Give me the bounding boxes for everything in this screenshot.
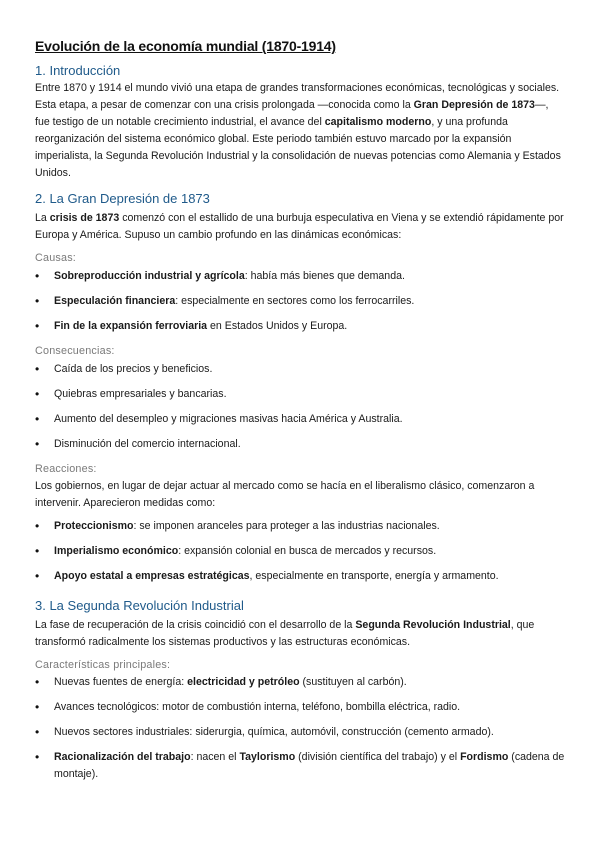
text-run: Avances tecnológicos: motor de combustión interna, teléfono, bombilla eléctrica, radio. (54, 701, 461, 713)
list-reacciones (35, 518, 565, 585)
text-run: , que transformó radicalmente los sistemas productivos y las estructuras económicas. (35, 619, 535, 648)
bold-text: Imperialismo económico (54, 545, 179, 557)
bold-text: capitalismo moderno (324, 116, 432, 128)
list-caracteristicas (35, 674, 565, 783)
list-item (35, 436, 565, 453)
list-consecuencias (35, 361, 565, 453)
text-run: : nacen el (190, 751, 240, 763)
section-heading-introduccion: 1. Introducción (35, 63, 121, 78)
bold-text: crisis de 1873 (49, 212, 120, 224)
text-run: , y una profunda reorganización del sistema económico global. Este periodo también estuvo marcado por la expansión imperialista, la Segunda Revolución Industrial y la consolidación de nuevas potencias como Alemania y Estados Unidos. (35, 116, 561, 179)
text-run: La fase de recuperación de la crisis coincidió con el desarrollo de la (35, 619, 356, 631)
text-run: comenzó con el estallido de una burbuja especulativa en Viena y se extendió rápidamente por Europa y América. Supuso un cambio profundo en las dinámicas económicas: (35, 212, 564, 241)
text-run: Nuevos sectores industriales: siderurgia, química, automóvil, construcción (cemento armado). (54, 726, 494, 738)
list-item (35, 318, 565, 335)
bold-text: Proteccionismo (54, 520, 134, 532)
bold-text: Apoyo estatal a empresas estratégicas (54, 570, 250, 582)
text-run: Caída de los precios y beneficios. (54, 363, 213, 375)
bold-text: Racionalización del trabajo (54, 751, 191, 763)
text-run: Los gobiernos, en lugar de dejar actuar al mercado como se hacía en el liberalismo clásico, comenzaron a intervenir. Aparecieron medidas como: (35, 480, 535, 509)
bold-text: Fin de la expansión ferroviaria (54, 320, 208, 332)
text-run: (sustituyen al carbón). (299, 676, 407, 688)
text-run: : había más bienes que demanda. (244, 270, 405, 282)
bold-text: electricidad y petróleo (187, 676, 300, 688)
list-item (35, 724, 565, 741)
list-item (35, 411, 565, 428)
section-heading-gran-depresion: 2. La Gran Depresión de 1873 (35, 191, 210, 206)
list-item (35, 268, 565, 285)
text-run: en Estados Unidos y Europa. (207, 320, 348, 332)
list-causas (35, 268, 565, 335)
bold-text: Segunda Revolución Industrial (355, 619, 511, 631)
paragraph-segunda-revolucion (35, 617, 565, 651)
bold-text: Taylorismo (239, 751, 296, 763)
list-item (35, 361, 565, 378)
paragraph-reacciones (35, 478, 565, 512)
text-run: (división científica del trabajo) y el (295, 751, 461, 763)
bold-text: Gran Depresión de 1873 (413, 99, 535, 111)
text-run: Entre 1870 y 1914 el mundo vivió una etapa de grandes transformaciones económicas, tecnológicas y sociales. Esta etapa, a pesar de comenzar con una crisis prolongada —conocida como la (35, 82, 560, 111)
text-run: Quiebras empresariales y bancarias. (54, 388, 227, 400)
text-run: Disminución del comercio internacional. (54, 438, 241, 450)
paragraph-gran-depresion (35, 210, 565, 244)
text-run: Nuevas fuentes de energía: (54, 676, 188, 688)
text-run: (cadena de montaje). (54, 751, 565, 780)
list-item (35, 749, 565, 783)
list-item (35, 699, 565, 716)
section-heading-segunda-revolucion: 3. La Segunda Revolución Industrial (35, 598, 244, 613)
list-item (35, 386, 565, 403)
list-item (35, 543, 565, 560)
list-item (35, 568, 565, 585)
text-run: , especialmente en transporte, energía y armamento. (249, 570, 499, 582)
label-causas: Causas: (35, 252, 77, 264)
text-run: : expansión colonial en busca de mercados y recursos. (178, 545, 437, 557)
paragraph-introduccion (35, 80, 565, 182)
document-page (35, 36, 565, 791)
bold-text: Especulación financiera (54, 295, 176, 307)
list-item (35, 293, 565, 310)
text-run: —, fue testigo de un notable crecimiento industrial, el avance del (35, 99, 549, 128)
text-run: La (35, 212, 50, 224)
document-title: Evolución de la economía mundial (1870-1914) (35, 38, 336, 54)
label-consecuencias: Consecuencias: (35, 345, 115, 357)
label-caracteristicas: Características principales: (35, 659, 171, 671)
list-item (35, 518, 565, 535)
text-run: Aumento del desempleo y migraciones masivas hacia América y Australia. (54, 413, 403, 425)
bold-text: Fordismo (460, 751, 509, 763)
text-run: : especialmente en sectores como los ferrocarriles. (175, 295, 415, 307)
text-run: : se imponen aranceles para proteger a las industrias nacionales. (133, 520, 440, 532)
label-reacciones: Reacciones: (35, 463, 97, 475)
bold-text: Sobreproducción industrial y agrícola (54, 270, 245, 282)
list-item (35, 674, 565, 691)
